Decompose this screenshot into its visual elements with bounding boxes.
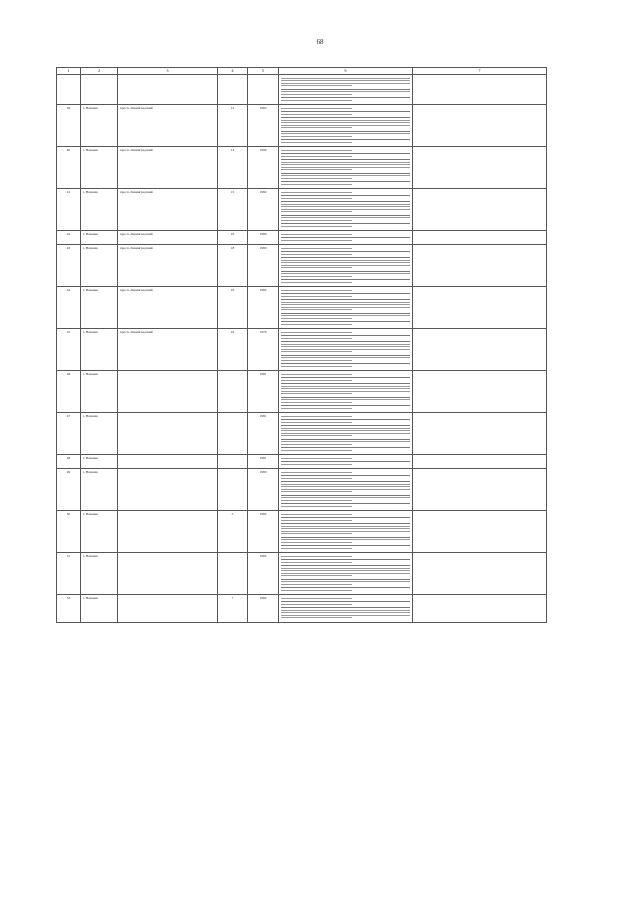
- unreadable-text-lines: [281, 315, 410, 319]
- unreadable-text-lines: [281, 240, 410, 241]
- unreadable-text-lines: [281, 539, 410, 543]
- work-item: [281, 562, 410, 567]
- unreadable-text-lines: [281, 142, 410, 143]
- work-item: [281, 610, 410, 621]
- unreadable-text-lines: [281, 332, 410, 333]
- register-table-body: [57, 68, 547, 623]
- table-row: [57, 231, 547, 245]
- register-table: [56, 67, 547, 623]
- unreadable-text-lines: [281, 273, 410, 277]
- unreadable-text-lines: [281, 520, 410, 521]
- work-item: [281, 556, 410, 561]
- street-cell: просп. Ленинградский: [118, 231, 218, 245]
- unreadable-text-lines: [281, 478, 410, 479]
- work-types-cell: [279, 329, 413, 371]
- code-cell: [413, 147, 547, 189]
- work-item: [281, 514, 410, 519]
- unreadable-text-lines: [281, 556, 410, 557]
- row-number: 43: [57, 245, 81, 287]
- code-cell: [413, 287, 547, 329]
- table-row: [57, 287, 547, 329]
- unreadable-text-lines: [281, 497, 410, 501]
- table-row: [57, 371, 547, 413]
- unreadable-text-lines: [281, 260, 410, 269]
- work-list: [281, 332, 410, 370]
- table-row: [57, 511, 547, 553]
- code-cell: [413, 105, 547, 147]
- header-col-2: 2: [81, 68, 118, 75]
- unreadable-text-lines: [281, 226, 410, 227]
- work-types-cell: [279, 511, 413, 553]
- year-built: 1982: [248, 189, 279, 231]
- work-item: [281, 120, 410, 132]
- code-cell: [413, 469, 547, 511]
- year-built: 1980: [248, 231, 279, 245]
- work-item: [281, 142, 410, 146]
- work-list: [281, 108, 410, 146]
- work-list: [281, 248, 410, 286]
- work-list: [281, 458, 410, 468]
- unreadable-text-lines: [281, 290, 410, 291]
- table-header-row: [57, 68, 547, 75]
- row-number: 52: [57, 595, 81, 623]
- street-cell: просп. Ленинградский: [118, 245, 218, 287]
- work-item: [281, 520, 410, 525]
- table-row: [57, 469, 547, 511]
- street-cell: [118, 469, 218, 511]
- table-row: [57, 455, 547, 469]
- code-cell: [413, 231, 547, 245]
- house-number: 14: [218, 147, 248, 189]
- code-cell: [413, 245, 547, 287]
- work-types-cell: [279, 245, 413, 287]
- unreadable-text-lines: [281, 324, 410, 325]
- work-types-cell: [279, 105, 413, 147]
- work-item: [281, 296, 410, 301]
- house-number: [218, 553, 248, 595]
- work-item: [281, 548, 410, 552]
- unreadable-text-lines: [281, 548, 410, 549]
- house-number: 24: [218, 329, 248, 371]
- unreadable-text-lines: [281, 408, 410, 409]
- year-built: 1980: [248, 469, 279, 511]
- work-list: [281, 598, 410, 621]
- work-list: [281, 556, 410, 594]
- work-types-cell: [279, 455, 413, 469]
- work-item: [281, 273, 410, 280]
- unreadable-text-lines: [281, 338, 410, 339]
- house-number: 18: [218, 245, 248, 287]
- unreadable-text-lines: [281, 91, 410, 95]
- header-col-3: 3: [118, 68, 218, 75]
- city-cell: г. Нальчик: [81, 553, 118, 595]
- city-cell: г. Нальчик: [81, 287, 118, 329]
- year-built: 1981: [248, 455, 279, 469]
- work-item: [281, 539, 410, 546]
- unreadable-text-lines: [281, 114, 410, 115]
- work-item: [281, 332, 410, 337]
- work-item: [281, 254, 410, 259]
- work-item: [281, 217, 410, 224]
- street-cell: [118, 75, 218, 105]
- unreadable-text-lines: [281, 133, 410, 137]
- row-number: 46: [57, 371, 81, 413]
- work-item: [281, 150, 410, 155]
- work-types-cell: [279, 413, 413, 455]
- unreadable-text-lines: [281, 598, 410, 599]
- year-built: 1979: [248, 329, 279, 371]
- year-built: [248, 75, 279, 105]
- work-item: [281, 484, 410, 496]
- work-item: [281, 428, 410, 440]
- work-item: [281, 133, 410, 140]
- row-number: 41: [57, 189, 81, 231]
- unreadable-text-lines: [281, 484, 410, 493]
- year-built: 1980: [248, 245, 279, 287]
- year-built: 1982: [248, 595, 279, 623]
- unreadable-text-lines: [281, 150, 410, 151]
- unreadable-text-lines: [281, 78, 410, 87]
- code-cell: [413, 455, 547, 469]
- work-list: [281, 192, 410, 230]
- work-item: [281, 506, 410, 510]
- work-list: [281, 374, 410, 412]
- work-item: [281, 478, 410, 483]
- row-number: 42: [57, 231, 81, 245]
- work-item: [281, 581, 410, 588]
- street-cell: просп. Ленинградский: [118, 189, 218, 231]
- work-item: [281, 91, 410, 98]
- work-item: [281, 422, 410, 427]
- unreadable-text-lines: [281, 198, 410, 199]
- unreadable-text-lines: [281, 562, 410, 563]
- work-item: [281, 204, 410, 216]
- house-number: [218, 469, 248, 511]
- row-number: 45: [57, 329, 81, 371]
- city-cell: г. Нальчик: [81, 231, 118, 245]
- table-row: [57, 189, 547, 231]
- unreadable-text-lines: [281, 422, 410, 423]
- unreadable-text-lines: [281, 204, 410, 213]
- street-cell: просп. Ленинградский: [118, 147, 218, 189]
- year-built: 1982: [248, 511, 279, 553]
- unreadable-text-lines: [281, 441, 410, 445]
- work-item: [281, 260, 410, 272]
- unreadable-text-lines: [281, 175, 410, 179]
- city-cell: г. Нальчик: [81, 329, 118, 371]
- work-item: [281, 198, 410, 203]
- city-cell: г. Нальчик: [81, 147, 118, 189]
- unreadable-text-lines: [281, 282, 410, 283]
- unreadable-text-lines: [281, 344, 410, 353]
- row-number: 50: [57, 511, 81, 553]
- header-col-5: 5: [248, 68, 279, 75]
- unreadable-text-lines: [281, 234, 410, 235]
- work-item: [281, 526, 410, 538]
- work-item: [281, 240, 410, 244]
- row-number: 39: [57, 105, 81, 147]
- code-cell: [413, 595, 547, 623]
- city-cell: г. Нальчик: [81, 245, 118, 287]
- work-list: [281, 150, 410, 188]
- work-list: [281, 234, 410, 244]
- house-number: 16: [218, 231, 248, 245]
- unreadable-text-lines: [281, 120, 410, 129]
- code-cell: [413, 189, 547, 231]
- work-item: [281, 497, 410, 504]
- work-types-cell: [279, 147, 413, 189]
- work-list: [281, 290, 410, 328]
- code-cell: [413, 511, 547, 553]
- work-list: [281, 472, 410, 510]
- unreadable-text-lines: [281, 416, 410, 417]
- work-item: [281, 338, 410, 343]
- city-cell: г. Нальчик: [81, 455, 118, 469]
- work-types-cell: [279, 553, 413, 595]
- year-built: 1983: [248, 105, 279, 147]
- table-row: [57, 553, 547, 595]
- year-built: 1982: [248, 287, 279, 329]
- house-number: 16: [218, 287, 248, 329]
- work-types-cell: [279, 371, 413, 413]
- work-item: [281, 162, 410, 174]
- work-item: [281, 78, 410, 90]
- unreadable-text-lines: [281, 590, 410, 591]
- street-cell: просп. Ленинградский: [118, 105, 218, 147]
- work-item: [281, 324, 410, 328]
- work-item: [281, 156, 410, 161]
- unreadable-text-lines: [281, 254, 410, 255]
- unreadable-text-lines: [281, 162, 410, 171]
- street-cell: [118, 455, 218, 469]
- house-number: [218, 413, 248, 455]
- work-types-cell: [279, 287, 413, 329]
- city-cell: г. Нальчик: [81, 469, 118, 511]
- city-cell: г. Нальчик: [81, 371, 118, 413]
- work-item: [281, 344, 410, 356]
- street-cell: [118, 553, 218, 595]
- year-built: 1981: [248, 371, 279, 413]
- work-item: [281, 458, 410, 463]
- street-cell: [118, 413, 218, 455]
- work-item: [281, 386, 410, 398]
- unreadable-text-lines: [281, 192, 410, 193]
- code-cell: [413, 553, 547, 595]
- work-item: [281, 598, 410, 603]
- work-item: [281, 302, 410, 314]
- work-item: [281, 290, 410, 295]
- work-item: [281, 590, 410, 594]
- unreadable-text-lines: [281, 296, 410, 297]
- unreadable-text-lines: [281, 399, 410, 403]
- unreadable-text-lines: [281, 100, 410, 101]
- work-item: [281, 357, 410, 364]
- code-cell: [413, 371, 547, 413]
- unreadable-text-lines: [281, 581, 410, 585]
- work-item: [281, 282, 410, 286]
- work-item: [281, 234, 410, 239]
- work-item: [281, 450, 410, 454]
- work-types-cell: [279, 595, 413, 623]
- table-row: [57, 245, 547, 287]
- house-number: [218, 75, 248, 105]
- table-row: [57, 75, 547, 105]
- unreadable-text-lines: [281, 526, 410, 535]
- page-number: 68: [316, 38, 324, 46]
- unreadable-text-lines: [281, 514, 410, 515]
- row-number: 48: [57, 455, 81, 469]
- work-item: [281, 399, 410, 406]
- work-item: [281, 464, 410, 468]
- row-number: 40: [57, 147, 81, 189]
- work-item: [281, 226, 410, 230]
- table-row: [57, 105, 547, 147]
- work-item: [281, 100, 410, 104]
- unreadable-text-lines: [281, 568, 410, 577]
- code-cell: [413, 413, 547, 455]
- house-number: 7: [218, 595, 248, 623]
- row-number: 47: [57, 413, 81, 455]
- row-number: 44: [57, 287, 81, 329]
- table-row: [57, 329, 547, 371]
- work-item: [281, 568, 410, 580]
- work-item: [281, 604, 410, 609]
- unreadable-text-lines: [281, 248, 410, 249]
- header-col-1: 1: [57, 68, 81, 75]
- work-types-cell: [279, 231, 413, 245]
- work-types-cell: [279, 189, 413, 231]
- header-col-4: 4: [218, 68, 248, 75]
- unreadable-text-lines: [281, 380, 410, 381]
- work-item: [281, 114, 410, 119]
- table-row: [57, 595, 547, 623]
- unreadable-text-lines: [281, 184, 410, 185]
- house-number: 12: [218, 105, 248, 147]
- work-item: [281, 184, 410, 188]
- row-number: [57, 75, 81, 105]
- work-item: [281, 374, 410, 379]
- street-cell: [118, 595, 218, 623]
- year-built: 1990: [248, 147, 279, 189]
- city-cell: г. Нальчик: [81, 105, 118, 147]
- table-row: [57, 413, 547, 455]
- street-cell: просп. Ленинградский: [118, 287, 218, 329]
- unreadable-text-lines: [281, 302, 410, 311]
- work-types-cell: [279, 75, 413, 105]
- work-item: [281, 192, 410, 197]
- row-number: 49: [57, 469, 81, 511]
- work-item: [281, 441, 410, 448]
- work-item: [281, 408, 410, 412]
- unreadable-text-lines: [281, 366, 410, 367]
- city-cell: [81, 75, 118, 105]
- work-list: [281, 78, 410, 104]
- unreadable-text-lines: [281, 610, 410, 619]
- table-row: [57, 147, 547, 189]
- work-item: [281, 175, 410, 182]
- year-built: 1981: [248, 413, 279, 455]
- code-cell: [413, 75, 547, 105]
- year-built: 1982: [248, 553, 279, 595]
- city-cell: г. Нальчик: [81, 189, 118, 231]
- unreadable-text-lines: [281, 374, 410, 375]
- header-col-6: 6: [279, 68, 413, 75]
- house-number: 15: [218, 189, 248, 231]
- work-types-cell: [279, 469, 413, 511]
- city-cell: г. Нальчик: [81, 511, 118, 553]
- unreadable-text-lines: [281, 604, 410, 605]
- work-item: [281, 248, 410, 253]
- unreadable-text-lines: [281, 450, 410, 451]
- street-cell: просп. Ленинградский: [118, 329, 218, 371]
- work-item: [281, 366, 410, 370]
- house-number: 5: [218, 511, 248, 553]
- city-cell: г. Нальчик: [81, 413, 118, 455]
- unreadable-text-lines: [281, 108, 410, 109]
- header-col-7: 7: [413, 68, 547, 75]
- work-item: [281, 380, 410, 385]
- house-number: [218, 371, 248, 413]
- code-cell: [413, 329, 547, 371]
- work-list: [281, 416, 410, 454]
- unreadable-text-lines: [281, 464, 410, 465]
- work-item: [281, 416, 410, 421]
- city-cell: г. Нальчик: [81, 595, 118, 623]
- unreadable-text-lines: [281, 386, 410, 395]
- street-cell: [118, 371, 218, 413]
- house-number: [218, 455, 248, 469]
- street-cell: [118, 511, 218, 553]
- work-item: [281, 472, 410, 477]
- unreadable-text-lines: [281, 156, 410, 157]
- unreadable-text-lines: [281, 472, 410, 473]
- unreadable-text-lines: [281, 357, 410, 361]
- unreadable-text-lines: [281, 458, 410, 459]
- row-number: 51: [57, 553, 81, 595]
- work-list: [281, 514, 410, 552]
- unreadable-text-lines: [281, 428, 410, 437]
- unreadable-text-lines: [281, 217, 410, 221]
- unreadable-text-lines: [281, 506, 410, 507]
- work-item: [281, 108, 410, 113]
- work-item: [281, 315, 410, 322]
